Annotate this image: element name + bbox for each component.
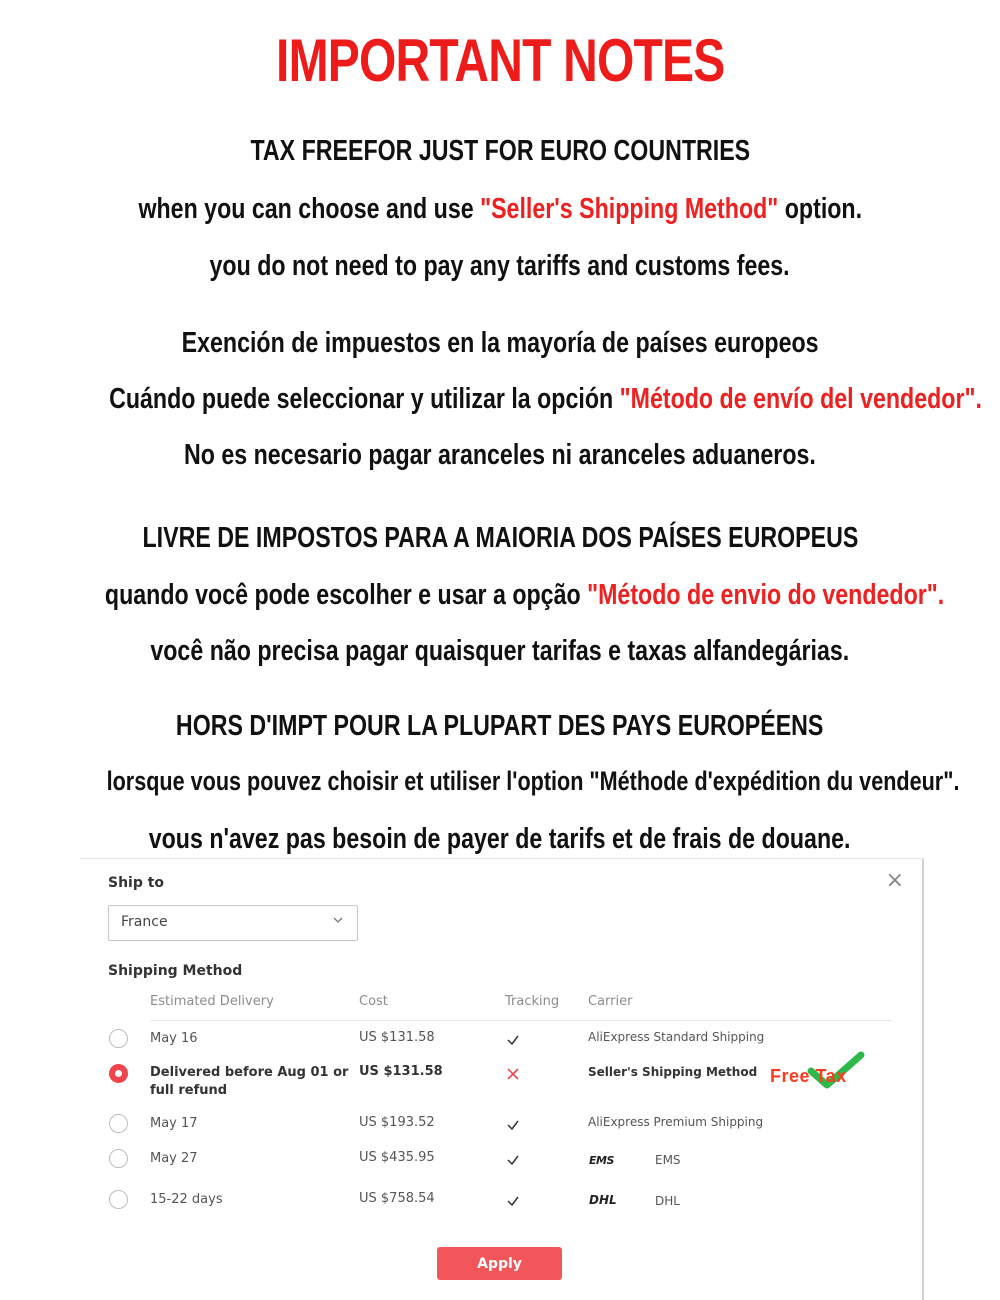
delivery-date: May 16: [150, 1031, 198, 1046]
country-select[interactable]: [108, 905, 358, 941]
radio-unselected[interactable]: [109, 1190, 128, 1209]
close-icon[interactable]: ×: [885, 868, 904, 893]
delivery-date: May 17: [150, 1116, 198, 1131]
carrier-name: DHL: [655, 1194, 680, 1208]
column-header-delivery: Estimated Delivery: [150, 994, 274, 1009]
shipping-cost: US $435.95: [359, 1150, 435, 1165]
delivery-date: Delivered before Aug 01 or full refund: [150, 1065, 349, 1098]
shipping-cost: US $193.52: [359, 1115, 435, 1130]
fr-line-2: lorsque vous pouvez choisir et utiliser l'option "Méthode d'expédition du vendeur".: [106, 766, 960, 796]
ship-to-label: Ship to: [108, 875, 165, 891]
pt-line-3: você não precisa pagar quaisquer tarifas e taxas alfandegárias.: [150, 635, 850, 667]
carrier-name: AliExpress Standard Shipping: [588, 1030, 765, 1044]
pt-line-2: quando você pode escolher e usar a opção "Método de envio do vendedor".: [104, 579, 945, 611]
es-line-3: No es necesario pagar aranceles ni aranceles aduaneros.: [184, 439, 816, 471]
carrier-name: Seller's Shipping Method: [588, 1065, 758, 1079]
radio-unselected[interactable]: [109, 1029, 128, 1048]
cross-icon: [505, 1067, 521, 1081]
en-line-3: you do not need to pay any tariffs and customs fees.: [209, 250, 791, 282]
radio-selected[interactable]: [109, 1064, 128, 1083]
check-icon: [505, 1118, 521, 1132]
carrier-name: EMS: [655, 1153, 681, 1167]
fr-heading: HORS D'IMPT POUR LA PLUPART DES PAYS EUROPÉENS: [176, 710, 824, 742]
column-header-tracking: Tracking: [505, 994, 560, 1009]
pt-heading: LIVRE DE IMPOSTOS PARA A MAIORIA DOS PAÍSES EUROPEUS: [142, 522, 858, 554]
check-icon: [505, 1033, 521, 1047]
shipping-cost: US $131.58: [359, 1064, 443, 1079]
country-value: France: [121, 914, 168, 930]
column-header-cost: Cost: [359, 994, 388, 1009]
ems-logo: EMS: [589, 1154, 614, 1167]
en-heading: TAX FREEFOR JUST FOR EURO COUNTRIES: [250, 135, 750, 167]
radio-unselected[interactable]: [109, 1149, 128, 1168]
free-tax-badge: Free Tax: [770, 1066, 847, 1086]
shipping-option-row[interactable]: [80, 1149, 920, 1179]
check-icon: [505, 1153, 521, 1167]
shipping-cost: US $131.58: [359, 1030, 435, 1045]
notes-title: IMPORTANT NOTES: [275, 27, 725, 94]
fr-line-3: vous n'avez pas besoin de payer de tarifs et de frais de douane.: [149, 823, 851, 855]
radio-unselected[interactable]: [109, 1114, 128, 1133]
shipping-method-label: Shipping Method: [108, 963, 243, 979]
carrier-name: AliExpress Premium Shipping: [588, 1115, 764, 1129]
shipping-option-row[interactable]: [80, 1029, 920, 1059]
shipping-dialog: [80, 858, 924, 1300]
en-line-2: when you can choose and use "Seller's Shipping Method" option.: [138, 193, 862, 225]
check-icon: [505, 1194, 521, 1208]
shipping-option-row[interactable]: [80, 1114, 920, 1144]
apply-button[interactable]: Apply: [437, 1247, 562, 1280]
header-divider: [150, 1020, 892, 1021]
chevron-down-icon: [333, 915, 343, 925]
shipping-cost: US $758.54: [359, 1191, 435, 1206]
delivery-date: May 27: [150, 1151, 198, 1166]
column-header-carrier: Carrier: [588, 994, 633, 1009]
es-heading: Exención de impuestos en la mayoría de países europeos: [181, 327, 819, 359]
delivery-date: 15-22 days: [150, 1192, 223, 1207]
shipping-option-row[interactable]: [80, 1190, 920, 1220]
es-line-2: Cuándo puede seleccionar y utilizar la opción "Método de envío del vendedor".: [109, 383, 982, 415]
dhl-logo: DHL: [589, 1193, 617, 1207]
